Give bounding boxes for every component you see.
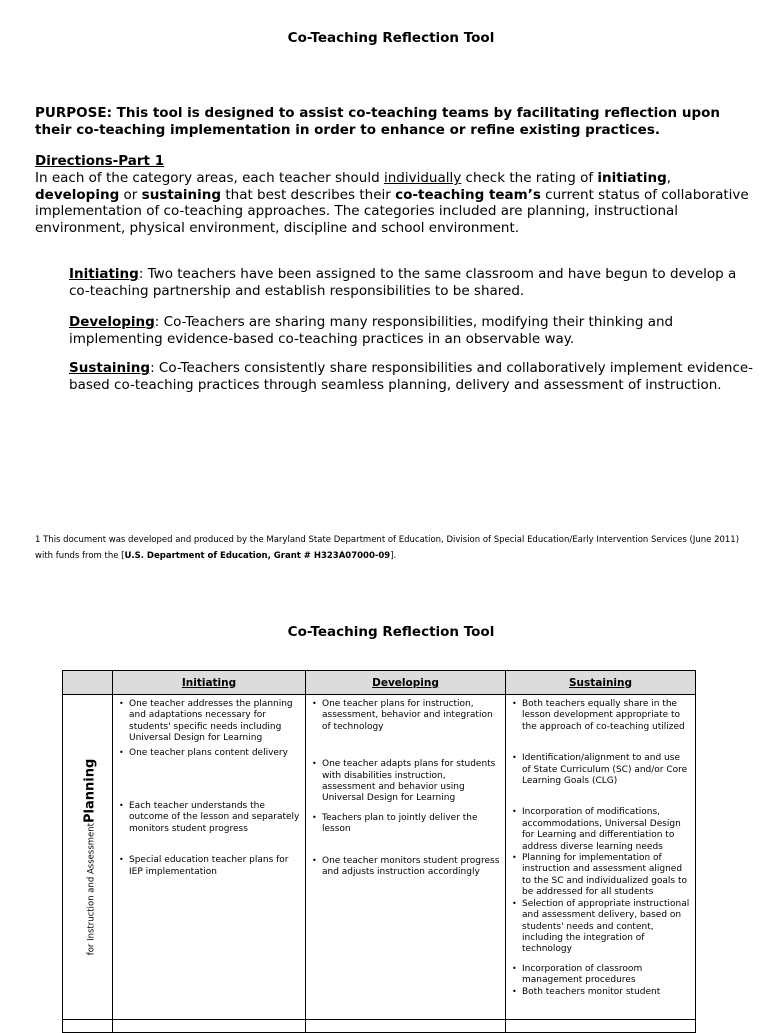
table-corner-cell xyxy=(63,671,113,695)
footnote-text: ]. xyxy=(390,551,397,561)
row-label-sub: for Instruction and Assessment xyxy=(86,823,96,956)
directions-emphasis-individually: individually xyxy=(383,170,462,186)
definition-term: Developing xyxy=(69,314,155,330)
list-item: • Special education teacher plans for IEP implementation xyxy=(119,855,301,878)
directions-text-part: check the rating of xyxy=(461,170,598,186)
directions-text-part: that best describes their xyxy=(221,186,396,203)
list-item: • Both teachers equally share in the lesson development appropriate to the approach of co-teaching utilized xyxy=(512,699,691,733)
list-item: • One teacher monitors student progress and adjusts instruction accordingly xyxy=(312,856,501,879)
definition-developing xyxy=(69,314,759,347)
list-item: • Incorporation of classroom management procedures xyxy=(512,964,691,987)
next-row-cell xyxy=(506,1020,696,1033)
initiating-cell xyxy=(113,695,306,1020)
definition-term: Sustaining xyxy=(69,360,151,376)
list-item: • Both teachers monitor student xyxy=(512,987,691,998)
list-item: • One teacher plans content delivery xyxy=(119,748,301,759)
directions-text xyxy=(35,170,755,236)
list-item: • Teachers plan to jointly deliver the lesson xyxy=(312,813,501,836)
row-label-main: Planning xyxy=(82,758,97,824)
definition-sustaining xyxy=(69,360,759,393)
table-row xyxy=(63,1020,696,1033)
directions-text-part: current status of collaborative implementation of co-teaching approaches. The categories included are planning, instructional environment, physical environment, discipline and school environment. xyxy=(35,186,749,236)
directions-emphasis-sustaining: sustaining xyxy=(141,186,222,203)
table-page-title: Co-Teaching Reflection Tool xyxy=(287,624,495,640)
definition-term: Initiating xyxy=(69,266,139,282)
table-header-row xyxy=(63,671,696,695)
footnote-text: 1 This document was developed and produced by the Maryland State Department of Education, Division of Special Education/Early Intervention Services (June 2011) with funds from the [ xyxy=(35,535,740,561)
next-row-label-cell xyxy=(63,1020,113,1033)
directions-emphasis-developing: developing xyxy=(35,186,120,203)
next-row-cell xyxy=(306,1020,506,1033)
directions-emphasis-initiating: initiating xyxy=(597,170,667,186)
directions-text-part: , xyxy=(666,170,672,186)
developing-cell xyxy=(306,695,506,1020)
list-item: • Each teacher understands the outcome of the lesson and separately monitors student progress xyxy=(119,801,301,835)
list-item: • Incorporation of modifications, accommodations, Universal Design for Learning and differentiation to address diverse learning needs xyxy=(512,807,691,853)
header-sustaining: Sustaining xyxy=(506,671,696,695)
row-label xyxy=(78,759,97,956)
list-item: • One teacher plans for instruction, assessment, behavior and integration of technology xyxy=(312,699,501,733)
header-initiating: Initiating xyxy=(113,671,306,695)
definition-initiating xyxy=(69,266,759,299)
header-developing: Developing xyxy=(306,671,506,695)
list-item: • Planning for implementation of instruction and assessment aligned to the SC and individualized goals to be addressed for all students xyxy=(512,853,691,899)
page-title: Co-Teaching Reflection Tool xyxy=(287,30,495,46)
footnote-grant: U.S. Department of Education, Grant # H323A07000-09 xyxy=(124,551,391,561)
list-item: • One teacher adapts plans for students with disabilities instruction, assessment and behavior using Universal Design for Learning xyxy=(312,759,501,805)
next-row-cell xyxy=(113,1020,306,1033)
definition-text: : Co-Teachers are sharing many responsibilities, modifying their thinking and implementing evidence-based co-teaching practices in an observable way. xyxy=(69,314,674,347)
purpose-statement: PURPOSE: This tool is designed to assist co-teaching teams by facilitating reflection upon their co-teaching implementation in order to enhance or refine existing practices. xyxy=(35,105,721,138)
definition-text: : Co-Teachers consistently share responsibilities and collaboratively implement evidence-based co-teaching practices through seamless planning, delivery and assessment of instruction. xyxy=(69,360,754,393)
row-label-cell xyxy=(63,695,113,1020)
directions-text-part: In each of the category areas, each teacher should xyxy=(35,170,384,186)
directions-heading: Directions-Part 1 xyxy=(35,153,165,169)
sustaining-cell xyxy=(506,695,696,1020)
table-row xyxy=(63,695,696,1020)
definition-text: : Two teachers have been assigned to the same classroom and have begun to develop a co-teaching partnership and establish responsibilities to be shared. xyxy=(69,266,737,299)
list-item: • Identification/alignment to and use of State Curriculum (SC) and/or Core Learning Goals (CLG) xyxy=(512,753,691,787)
list-item: • One teacher addresses the planning and adaptations necessary for students' specific needs including Universal Design for Learning xyxy=(119,699,301,745)
directions-text-part: or xyxy=(119,186,142,203)
footnote xyxy=(35,532,747,564)
reflection-table xyxy=(62,670,696,1033)
list-item: • Selection of appropriate instructional and assessment delivery, based on students' needs and content, including the integration of technology xyxy=(512,899,691,956)
directions-emphasis-team: co-teaching team’s xyxy=(395,186,541,203)
